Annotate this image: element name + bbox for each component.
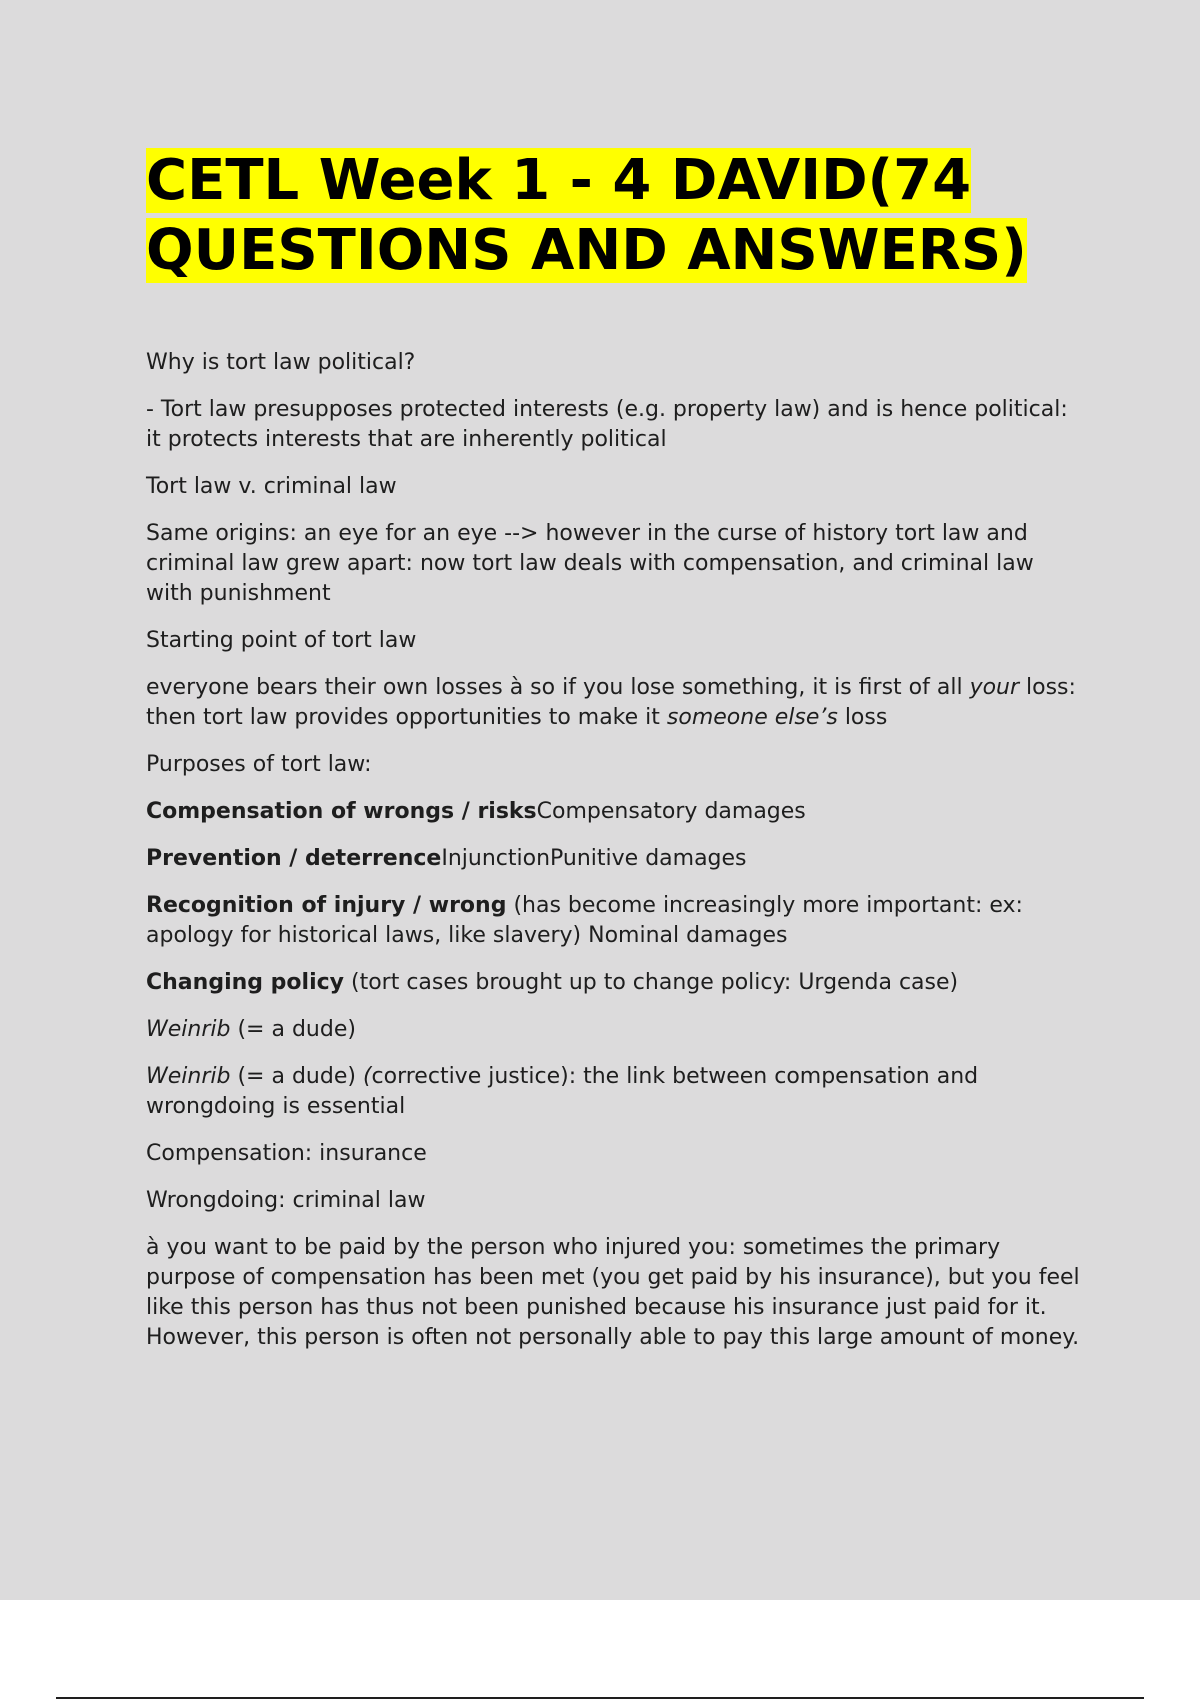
answer-starting-point-part3: loss: then tort law provides opportunities to make it bbox=[146, 675, 1076, 730]
compensation-insurance: Compensation: insurance bbox=[146, 1141, 427, 1166]
weinrib-corrective-text: corrective justice): the link between compensation and wrongdoing is essential bbox=[146, 1064, 979, 1119]
weinrib-corrective-justice bbox=[146, 1062, 1086, 1122]
weinrib-line bbox=[146, 1015, 1086, 1045]
weinrib-name: Weinrib bbox=[146, 1017, 231, 1042]
answer-starting-point-part5: loss bbox=[837, 705, 888, 730]
purpose-recognition-text: (has become increasingly more important: ex: apology for historical laws, like slavery) Nominal damages bbox=[146, 893, 1023, 948]
purpose-changing-policy-text: (tort cases brought up to change policy: Urgenda case) bbox=[344, 970, 959, 995]
purpose-compensation bbox=[146, 797, 1086, 827]
title-highlight: CETL Week 1 - 4 DAVID(74 QUESTIONS AND ANSWERS) bbox=[146, 148, 1027, 283]
question-tort-political: Why is tort law political? bbox=[146, 350, 416, 375]
answer-starting-point bbox=[146, 673, 1086, 733]
purpose-compensation-text: Compensatory damages bbox=[536, 799, 806, 824]
answer-tort-vs-criminal: Same origins: an eye for an eye --> however in the curse of history tort law and criminal law grew apart: now tort law deals with compensation, and criminal law with punishment bbox=[146, 521, 1034, 606]
footer-divider bbox=[56, 1697, 1144, 1699]
weinrib-note-2: (= a dude) bbox=[230, 1064, 363, 1089]
answer-starting-point-your: your bbox=[969, 675, 1020, 700]
purpose-recognition bbox=[146, 891, 1086, 951]
weinrib-note: (= a dude) bbox=[230, 1017, 356, 1042]
purpose-changing-policy-heading: Changing policy bbox=[146, 970, 344, 995]
question-tort-vs-criminal: Tort law v. criminal law bbox=[146, 474, 397, 499]
purpose-changing-policy bbox=[146, 968, 1086, 998]
question-starting-point: Starting point of tort law bbox=[146, 628, 417, 653]
question-purposes: Purposes of tort law: bbox=[146, 752, 372, 777]
weinrib-paren: ( bbox=[362, 1064, 372, 1089]
answer-starting-point-someone-else: someone else’s bbox=[666, 705, 838, 730]
purpose-recognition-heading: Recognition of injury / wrong bbox=[146, 893, 507, 918]
final-paragraph: à you want to be paid by the person who injured you: sometimes the primary purpose of compensation has been met (you get paid by his insurance), but you feel like this person has thus not been punished because his insurance just paid for it. However, this person is often not personally able to pay this large amount of money. bbox=[146, 1235, 1080, 1350]
purpose-prevention-text: InjunctionPunitive damages bbox=[441, 846, 747, 871]
wrongdoing-criminal-law: Wrongdoing: criminal law bbox=[146, 1188, 426, 1213]
purpose-prevention-heading: Prevention / deterrence bbox=[146, 846, 442, 871]
purpose-compensation-heading: Compensation of wrongs / risks bbox=[146, 799, 537, 824]
answer-tort-political: - Tort law presupposes protected interests (e.g. property law) and is hence political: it protects interests that are inherently political bbox=[146, 397, 1068, 452]
document-title bbox=[146, 146, 1086, 286]
document-content bbox=[146, 146, 1086, 1370]
answer-starting-point-part1: everyone bears their own losses à so if you lose something, it is first of all bbox=[146, 675, 970, 700]
weinrib-name-2: Weinrib bbox=[146, 1064, 231, 1089]
purpose-prevention bbox=[146, 844, 1086, 874]
